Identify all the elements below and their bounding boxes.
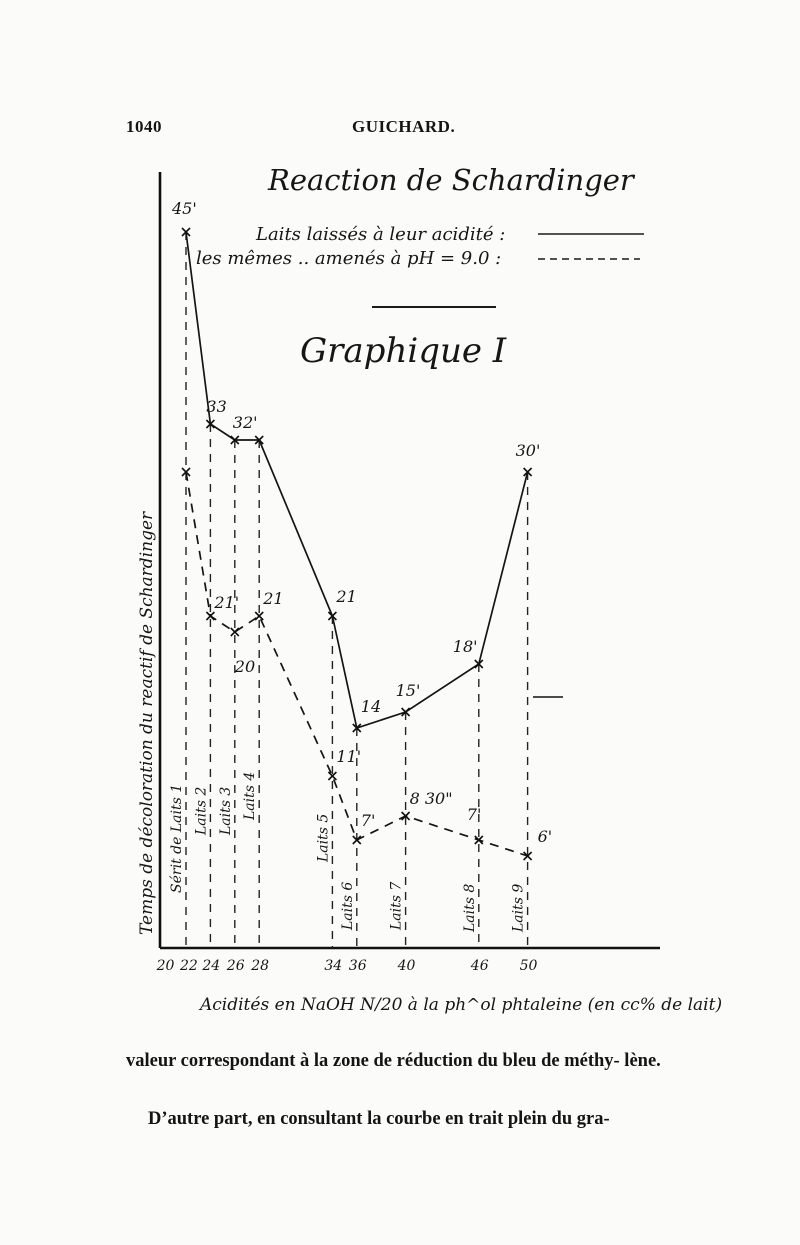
chart-title: Reaction de Schardinger xyxy=(268,163,634,197)
data-label: 7' xyxy=(466,805,482,824)
data-label: 30' xyxy=(515,441,541,460)
sample-label: Laits 9 xyxy=(510,883,527,932)
data-point-marker xyxy=(206,612,214,620)
data-label: 7' xyxy=(360,811,376,830)
x-tick-label: 24 xyxy=(202,958,221,974)
x-tick-label: 28 xyxy=(251,958,270,974)
data-label: 21 xyxy=(336,587,357,606)
sample-label: Laits 7 xyxy=(388,881,405,930)
sample-label: Laits 2 xyxy=(193,786,210,835)
chart-subtitle: Graphique I xyxy=(300,331,507,371)
data-label: 21' xyxy=(214,593,240,612)
data-label: 20 xyxy=(234,657,256,676)
y-axis-label: Temps de décoloration du reactif de Schardinger xyxy=(137,511,157,935)
x-tick-label: 20 xyxy=(156,958,175,974)
data-label: 8 30" xyxy=(409,789,453,808)
data-label: 33 xyxy=(206,397,227,416)
data-point-marker xyxy=(255,612,263,620)
x-tick-label: 36 xyxy=(348,958,367,974)
sample-label: Laits 3 xyxy=(217,786,234,835)
data-label: 21 xyxy=(263,589,284,608)
x-tick-label: 46 xyxy=(470,958,489,974)
data-point-marker xyxy=(475,836,483,844)
legend-label-1: Laits laissés à leur acidité : xyxy=(256,224,506,245)
data-label: 14 xyxy=(360,697,382,716)
legend-label-2: les mêmes .. amenés à pH = 9.0 : xyxy=(196,248,502,269)
data-label: 32' xyxy=(232,413,258,432)
sample-label: Laits 6 xyxy=(339,881,356,930)
running-head: GUICHARD. xyxy=(352,117,456,136)
sample-label: Laits 8 xyxy=(461,883,478,932)
body-paragraph-1: valeur correspondant à la zone de réduction du bleu de méthy- lène. xyxy=(126,1051,661,1071)
x-tick-label: 22 xyxy=(180,958,198,974)
data-label: 6' xyxy=(537,827,553,846)
data-label: 11' xyxy=(336,747,362,766)
data-label: 45' xyxy=(172,199,197,218)
sample-label: Laits 5 xyxy=(315,813,332,862)
x-axis-label: Acidités en NaOH N/20 à la ph^ol phtaleine (en cc% de lait) xyxy=(200,995,723,1015)
data-label: 15' xyxy=(395,681,421,700)
sample-label: Sérit de Laits 1 xyxy=(169,783,185,893)
page-number: 1040 xyxy=(126,117,162,136)
x-tick-label: 26 xyxy=(226,958,245,974)
body-paragraph-2: D’autre part, en consultant la courbe en trait plein du gra- xyxy=(148,1109,610,1129)
sample-label: Laits 4 xyxy=(242,771,259,820)
data-point-marker xyxy=(231,628,239,636)
data-label: 18' xyxy=(452,637,478,656)
x-tick-label: 50 xyxy=(519,958,538,974)
x-tick-label: 40 xyxy=(397,958,416,974)
x-tick-label: 34 xyxy=(324,958,343,974)
